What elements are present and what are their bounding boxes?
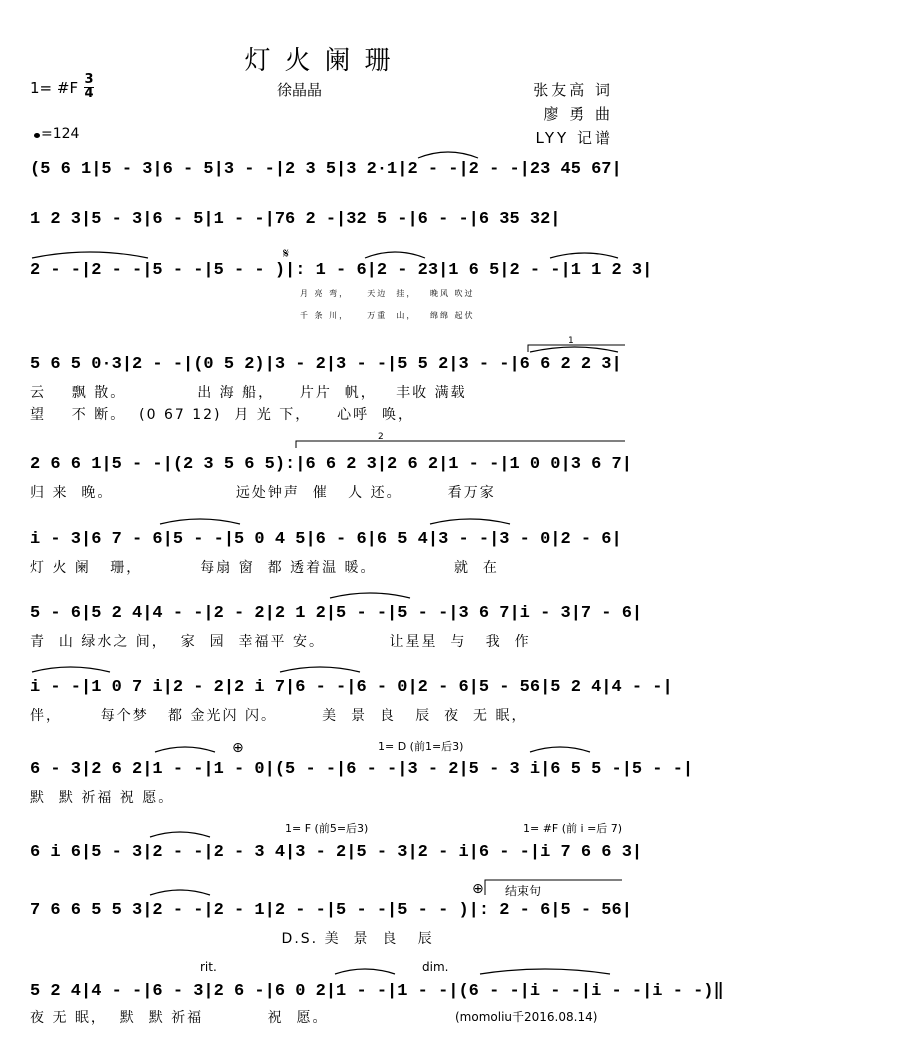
slur	[365, 252, 425, 258]
slur	[335, 969, 395, 974]
lyricist: 张友高 词	[533, 81, 613, 99]
lyric-line-3a: 月 亮 弯， 天边 挂， 晚风 吹过	[300, 289, 475, 298]
volta-1-bracket	[528, 345, 625, 352]
score-line-notes: 2 - -|2 - -|5 - -|5 - - )|: 1 - 6|2 - 23|1 6 5|2 - -|1 1 2 3|	[30, 261, 653, 280]
lyric-line-9: 默 默 祈福 祝 愿。	[30, 790, 175, 806]
volta-2-bracket	[296, 441, 625, 448]
volta-1-label: 1	[568, 336, 574, 346]
lyric-line-5: 归 来 晚。 远处钟声 催 人 还。 看万家	[30, 485, 496, 501]
lyric-line-8: 伴， 每个梦 都 金光闪 闪。 美 景 良 辰 夜 无 眠，	[30, 708, 528, 724]
score-line-notes: (5 6 1|5 - 3|6 - 5|3 - -|2 3 5|3 2·1|2 - -|2 - -|23 45 67|	[30, 160, 622, 179]
key-signature: 1= #F	[30, 79, 79, 97]
quarter-note-icon	[34, 133, 40, 138]
slur	[530, 747, 590, 752]
score-line-3	[30, 261, 653, 283]
page-title: 灯火阑珊	[244, 46, 405, 76]
anno-dim: dim.	[422, 960, 449, 974]
tempo-marking	[34, 126, 79, 142]
slur	[480, 969, 610, 974]
lyric-line-3b: 千 条 川， 万重 山， 绵绵 起伏	[300, 311, 475, 320]
transcriber: LYY 记谱	[535, 129, 613, 147]
anno-key-change-sharp-f: 1= #F (前 i =后 7)	[523, 822, 623, 835]
lyric-line-12: 夜 无 眠， 默 默 祈福 祝 愿。	[30, 1010, 329, 1026]
score-line-notes: 7 6 6 5 5 3|2 - -|2 - 1|2 - -|5 - -|5 - - )|: 2 - 6|5 - 56|	[30, 901, 632, 920]
score-line-9	[30, 760, 694, 782]
score-line-10	[30, 843, 643, 865]
time-signature	[84, 74, 94, 100]
score-line-notes: 6 - 3|2 6 2|1 - -|1 - 0|(5 - -|6 - -|3 - 2|5 - 3 i|6 5 5 -|5 - -|	[30, 760, 694, 779]
anno-key-change-d: 1= D (前1=后3)	[378, 740, 464, 753]
score-line-5	[30, 455, 630, 477]
slur	[32, 667, 110, 672]
score-line-1	[30, 160, 630, 182]
transcriber-signature: (momoliu千2016.08.14)	[455, 1010, 598, 1024]
score-line-notes: i - 3|6 7 - 6|5 - -|5 0 4 5|6 - 6|6 5 4|3 - -|3 - 0|2 - 6|	[30, 530, 622, 549]
slur	[430, 519, 510, 524]
slur	[32, 252, 148, 258]
score-line-notes: 5 2 4|4 - -|6 - 3|2 6 -|6 0 2|1 - -|1 - -|(6 - -|i - -|i - -|i - -)‖	[30, 982, 724, 1001]
score-line-4	[30, 355, 630, 377]
segno-icon: 𝄋	[283, 246, 290, 262]
time-signature-bottom: 4	[84, 86, 94, 101]
singer: 徐晶晶	[277, 81, 323, 99]
slur	[550, 253, 618, 258]
slur	[330, 593, 410, 598]
score-line-8	[30, 678, 673, 700]
slur	[160, 519, 240, 524]
slur	[530, 347, 618, 352]
score-line-2	[30, 210, 630, 232]
tempo-value: =124	[41, 126, 80, 142]
slur	[155, 747, 215, 752]
time-signature-top: 3	[84, 72, 94, 87]
score-line-notes: i - -|1 0 7 i|2 - 2|2 i 7|6 - -|6 - 0|2 - 6|5 - 56|5 2 4|4 - -|	[30, 678, 673, 697]
anno-key-change-f: 1= F (前5=后3)	[285, 822, 369, 835]
composer: 廖 勇 曲	[543, 105, 613, 123]
slur	[150, 832, 210, 837]
lyric-line-7: 青 山 绿水之 间， 家 园 幸福平 安。 让星星 与 我 作	[30, 634, 531, 650]
lyric-line-11: D.S. 美 景 良 辰	[30, 931, 434, 947]
slur	[150, 890, 210, 895]
slur	[418, 152, 478, 158]
score-line-notes: 5 6 5 0·3|2 - -|(0 5 2)|3 - 2|3 - -|5 5 2|3 - -|6 6 2 2 3|	[30, 355, 622, 374]
score-line-notes: 1 2 3|5 - 3|6 - 5|1 - -|76 2 -|32 5 -|6 - -|6 35 32|	[30, 210, 561, 229]
score-line-12	[30, 980, 724, 1002]
slur	[280, 667, 360, 672]
score-line-notes: 2 6 6 1|5 - -|(2 3 5 6 5):|6 6 2 3|2 6 2|1 - -|1 0 0|3 6 7|	[30, 455, 632, 474]
lyric-line-6: 灯 火 阑 珊， 每扇 窗 都 透着温 暖。 就 在	[30, 560, 499, 576]
score-line-11	[30, 901, 630, 923]
coda-icon: ⊕	[232, 740, 244, 756]
volta-2-label: 2	[378, 432, 384, 442]
lyric-line-4b: 望 不 断。 (0 67 12) 月 光 下， 心呼 唤，	[30, 407, 415, 423]
anno-rit: rit.	[200, 960, 217, 974]
score-line-notes: 5 - 6|5 2 4|4 - -|2 - 2|2 1 2|5 - -|5 - -|3 6 7|i - 3|7 - 6|	[30, 604, 643, 623]
ending-label: 结束句	[505, 884, 542, 898]
score-line-6	[30, 530, 630, 552]
lyric-line-4a: 云 飘 散。 出 海 船， 片片 帆， 丰收 满载	[30, 385, 467, 401]
score-line-notes: 6 i 6|5 - 3|2 - -|2 - 3 4|3 - 2|5 - 3|2 - i|6 - -|i 7 6 6 3|	[30, 843, 643, 862]
coda-icon: ⊕	[472, 881, 484, 897]
score-line-7	[30, 604, 643, 626]
